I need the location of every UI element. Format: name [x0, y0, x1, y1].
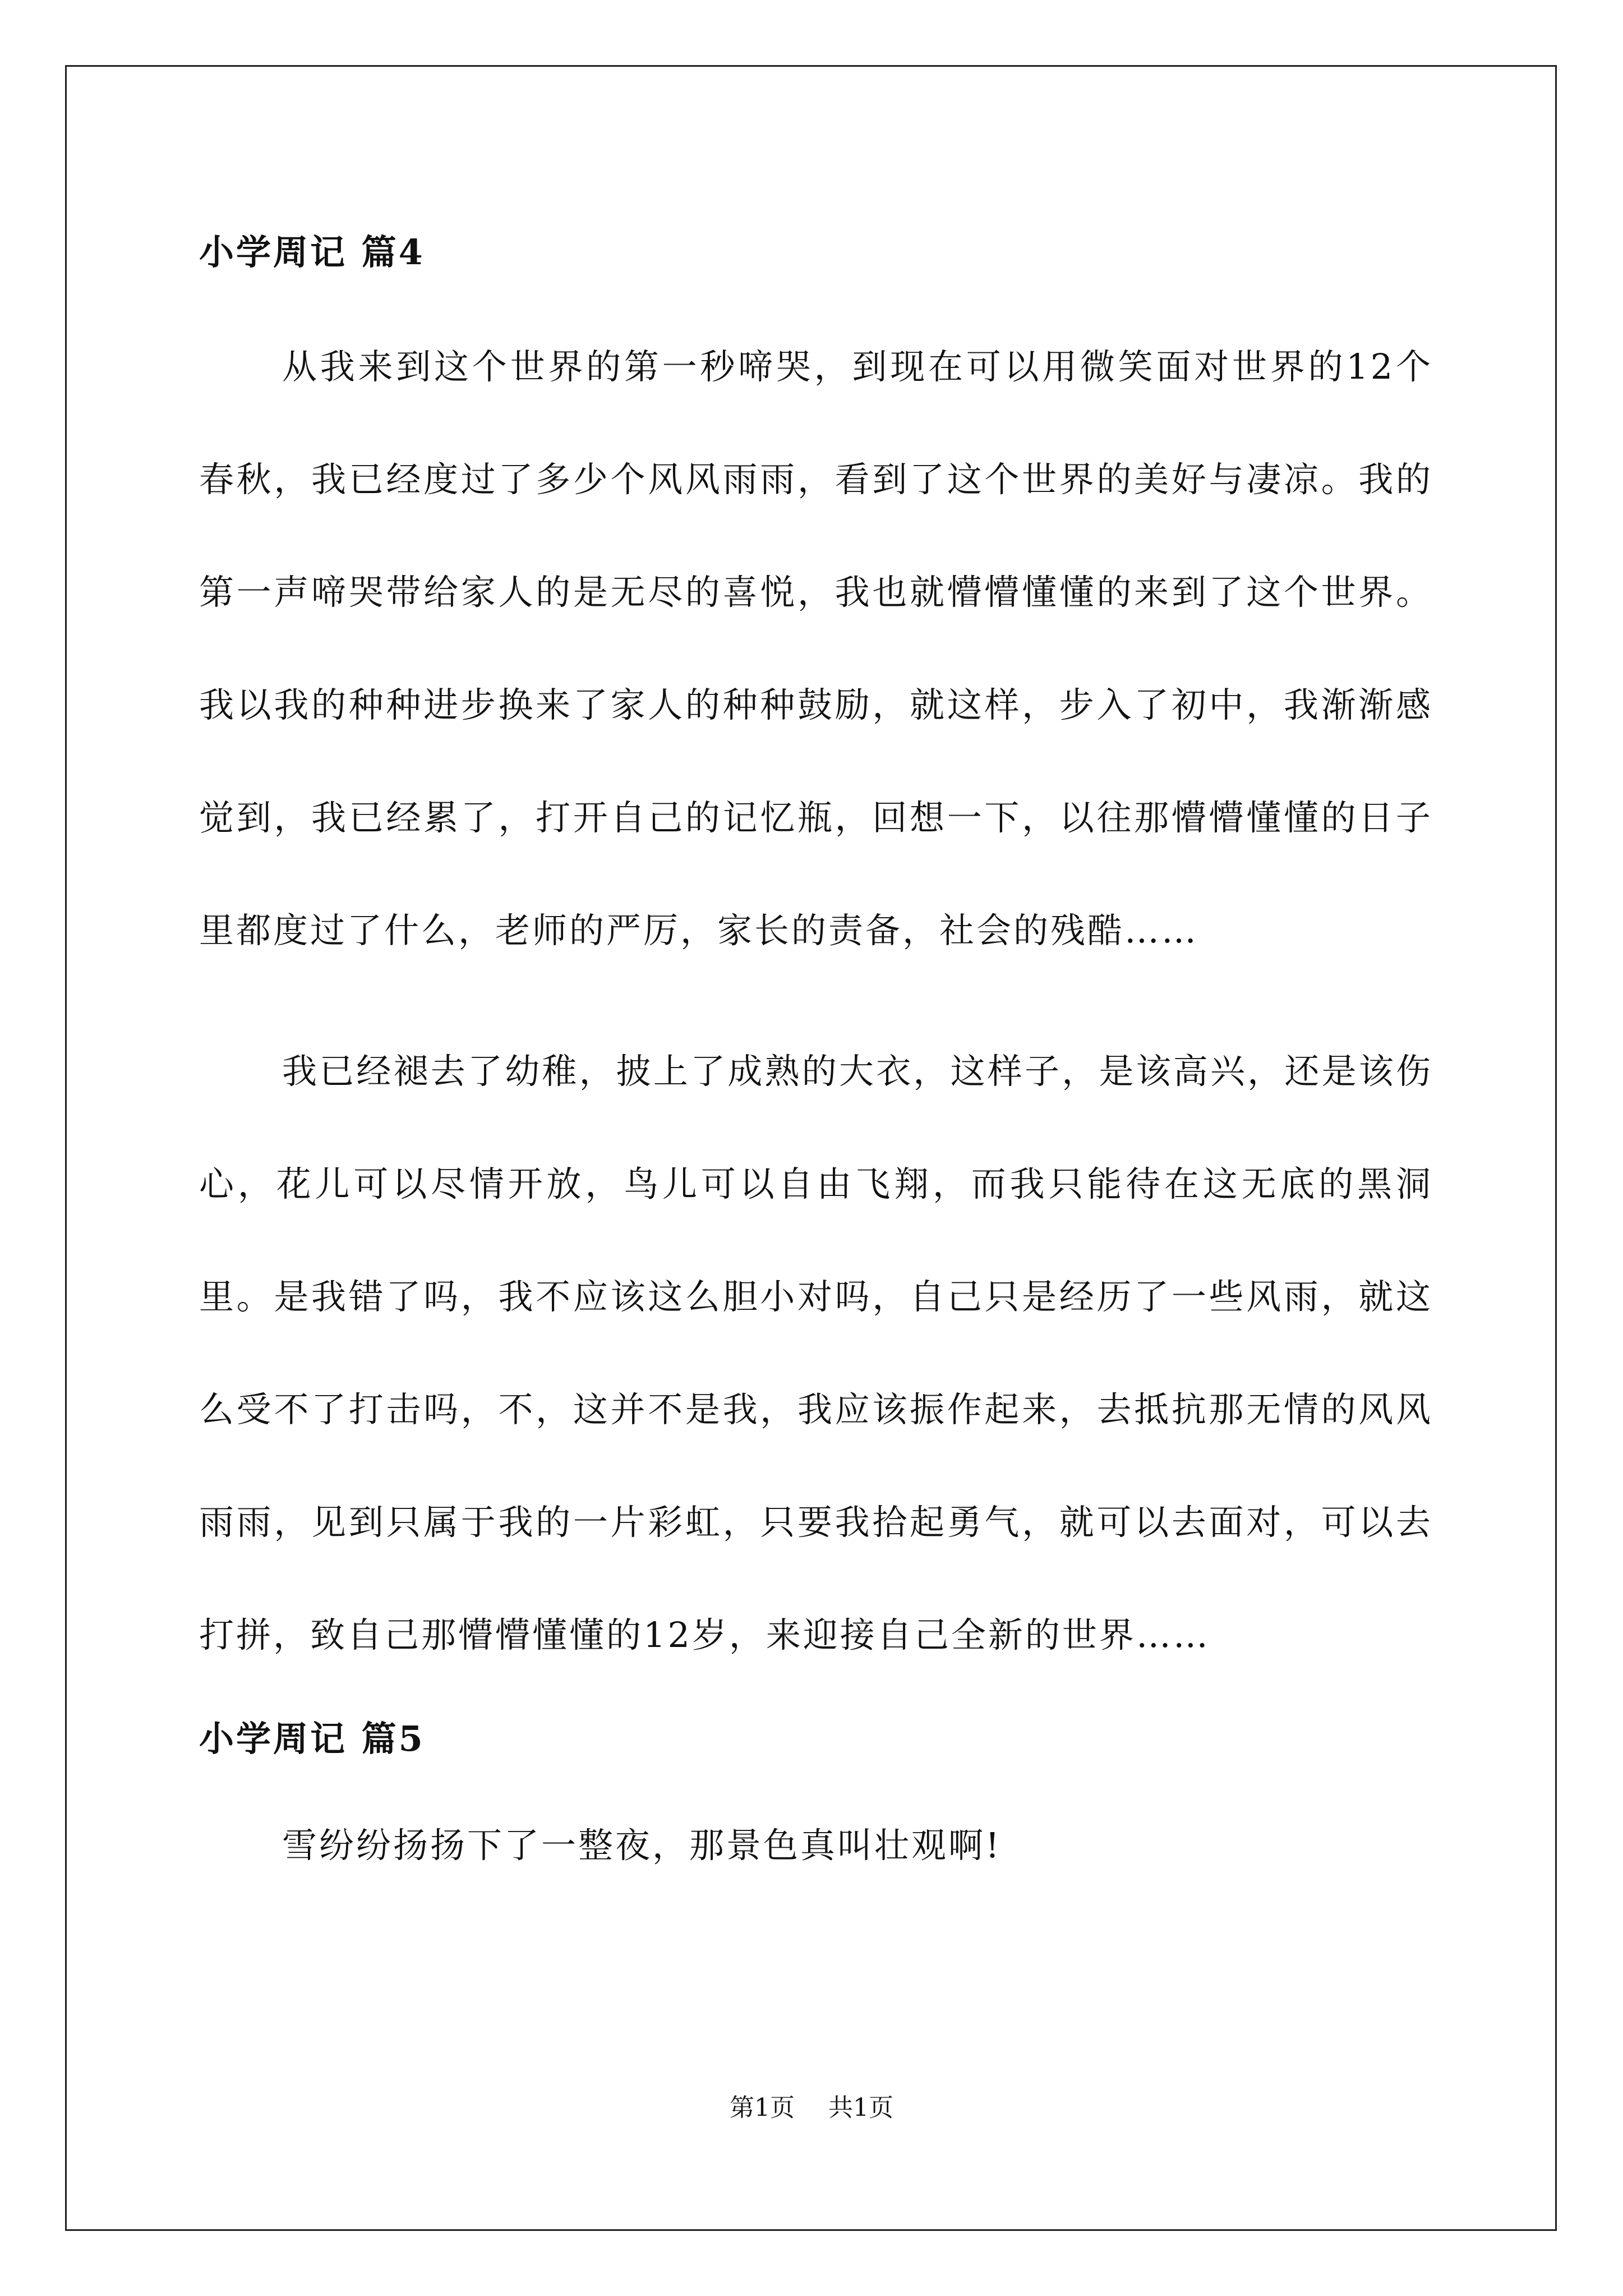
section-heading-5: 小学周记 篇5 [199, 1718, 425, 1759]
page-total: 共1页 [828, 2093, 893, 2122]
page-number: 第1页 [730, 2093, 795, 2122]
paragraph: 雪纷纷扬扬下了一整夜，那景色真叫壮观啊! [282, 1825, 1002, 1866]
section-heading-4: 小学周记 篇4 [199, 232, 425, 273]
paragraph: 从我来到这个世界的第一秒啼哭，到现在可以用微笑面对世界的12个春秋，我已经度过了多少个风风雨雨，看到了这个世界的美好与凄凉。我的第一声啼哭带给家人的是无尽的喜悦，我也就懵懵懂懂的来到了这个世界。我以我的种种进步换来了家人的种种鼓励，就这样，步入了初中，我渐渐感觉到，我已经累了，打开自己的记忆瓶，回想一下，以往那懵懵懂懂的日子里都度过了什么，老师的严厉，家长的责备，社会的残酷…… [199, 346, 1433, 951]
paragraph: 我已经褪去了幼稚，披上了成熟的大衣，这样子，是该高兴，还是该伤心，花儿可以尽情开放，鸟儿可以自由飞翔，而我只能待在这无底的黑洞里。是我错了吗，我不应该这么胆小对吗，自己只是经历了一些风雨，就这么受不了打击吗，不，这并不是我，我应该振作起来，去抵抗那无情的风风雨雨，见到只属于我的一片彩虹，只要我拾起勇气，就可以去面对，可以去打拼，致自己那懵懵懂懂的12岁，来迎接自己全新的世界…… [199, 1051, 1433, 1655]
document-body [199, 222, 1433, 1902]
page-footer [0, 2091, 1623, 2125]
